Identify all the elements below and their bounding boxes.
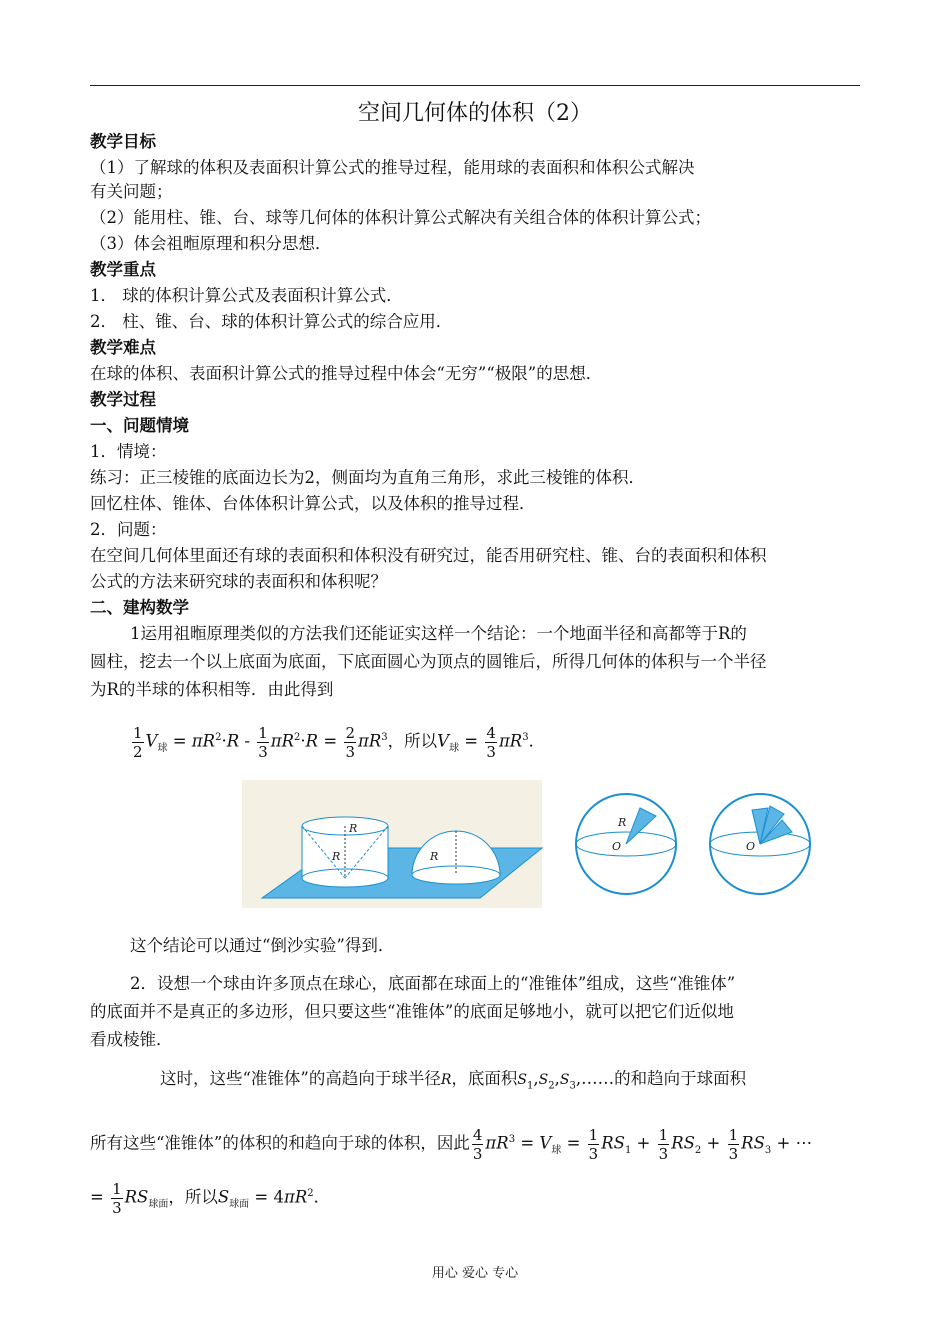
para2-a: 1运用祖暅原理类似的方法我们还能证实这样一个结论：一个地面半径和高都等于R的 [130, 624, 747, 643]
formula-connector: ，所以 [387, 731, 438, 751]
para3-b: 的底面并不是真正的多边形，但只要这些“准锥体”的底面足够地小，就可以把它们近似地 [90, 1002, 734, 1021]
page-title: 空间几何体的体积（2） [358, 101, 592, 126]
recall-text: 回忆柱体、锥体、台体体积计算公式，以及体积的推导过程． [90, 494, 536, 513]
goal-1b: 有关问题； [90, 182, 173, 201]
para2-b: 圆柱，挖去一个以上底面为底面，下底面圆心为顶点的圆锥后，所得几何体的体积与一个半径 [90, 652, 767, 671]
para6-a: ，所以 [168, 1187, 218, 1207]
sand-experiment-text: 这个结论可以通过“倒沙实验”得到． [130, 936, 395, 955]
situation-label: 1．情境： [90, 442, 167, 461]
para3-a: 2．设想一个球由许多顶点在球心，底面都在球面上的“准锥体”组成，这些“准锥体” [130, 974, 736, 993]
label-r4: R [618, 816, 627, 829]
para4-c: ……的和趋向于球面积 [581, 1069, 747, 1088]
process-heading: 教学过程 [90, 390, 156, 409]
para4-b: ，底面积 [451, 1069, 518, 1088]
label-o2: O [746, 840, 756, 853]
para2-c: 为R的半球的体积相等．由此得到 [90, 680, 334, 699]
goal-2: （2）能用柱、锥、台、球等几何体的体积计算公式解决有关组合体的体积计算公式； [90, 208, 711, 227]
part2-heading: 二、建构数学 [90, 598, 189, 617]
geometry-figure [242, 780, 812, 908]
key-heading: 教学重点 [90, 260, 156, 279]
question-text-b: 公式的方法来研究球的表面积和体积呢？ [90, 572, 387, 591]
goals-heading: 教学目标 [90, 132, 156, 151]
label-r3: R [430, 850, 439, 863]
question-label: 2．问题： [90, 520, 167, 539]
difficulty-1: 在球的体积、表面积计算公式的推导过程中体会“无穷”“极限”的思想． [90, 364, 603, 383]
para6: = $\frac{1}{3}$ $RS_{球面}$，所以$S_{球面} = 4\pi R^2$． [90, 1179, 331, 1217]
goal-3: （3）体会祖暅原理和积分思想． [90, 234, 332, 253]
goal-1a: （1）了解球的体积及表面积计算公式的推导过程，能用球的表面积和体积公式解决 [90, 158, 695, 177]
part1-heading: 一、问题情境 [90, 416, 189, 435]
question-text-a: 在空间几何体里面还有球的表面积和体积没有研究过，能否用研究柱、锥、台的表面积和体积 [90, 546, 767, 565]
para5-a: 所有这些“准锥体”的体积的和趋向于球的体积，因此 [90, 1133, 470, 1153]
formula-hemisphere: $\frac{1}{2}$ $V_球 = \pi R^2\cdot R$ - $\frac{1}{3}$ $\pi R^2\cdot R$ = $\frac{2}{3}$ $\pi R^3$，所以$V_球$ = $\frac{4}{3}$ $\pi R^3$． [133, 723, 546, 761]
key-1: 1． 球的体积计算公式及表面积计算公式． [90, 286, 403, 305]
para5: 所有这些“准锥体”的体积的和趋向于球的体积，因此 $\frac{4}{3}$ $\pi R^3 = V_球$ = $\frac{1}{3}$ $RS_1$ + $\frac{1}{3}$ $RS_2$ + $\frac{1}{3}$ $RS_3$ + ⋯ [90, 1125, 813, 1163]
label-o1: O [612, 840, 622, 853]
label-r2: R [332, 850, 341, 863]
top-rule [90, 85, 860, 86]
difficulty-heading: 教学难点 [90, 338, 156, 357]
exercise-text: 练习：正三棱锥的底面边长为2，侧面均为直角三角形，求此三棱锥的体积． [90, 468, 645, 487]
para4-a: 这时，这些“准锥体”的高趋向于球半径 [160, 1069, 441, 1088]
label-r1: R [349, 822, 358, 835]
key-2: 2． 柱、锥、台、球的体积计算公式的综合应用． [90, 312, 453, 331]
page-footer: 用心 爱心 专心 [431, 1266, 519, 1281]
para4: 这时，这些“准锥体”的高趋向于球半径R，底面积$S_1,S_2,S_3,\dots\dots$的和趋向于球面积 [160, 1069, 747, 1092]
para3-c: 看成棱锥． [90, 1030, 173, 1049]
